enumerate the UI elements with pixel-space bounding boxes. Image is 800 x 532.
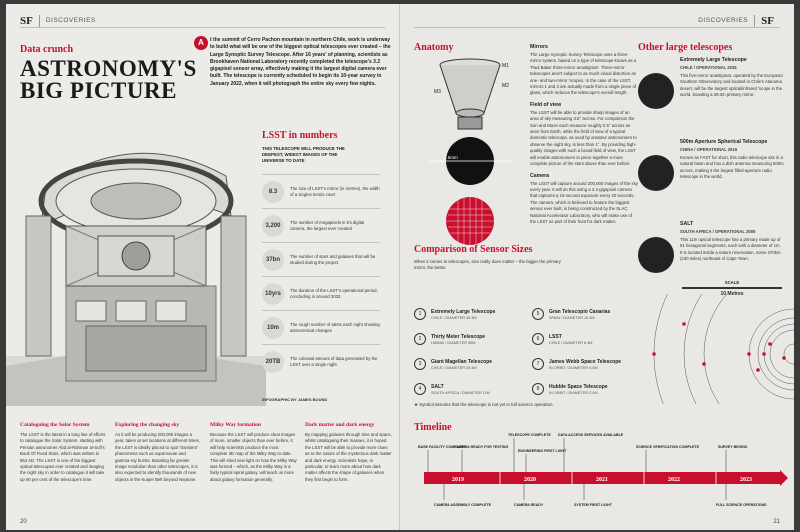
sensor-number: 4 — [414, 383, 426, 395]
year-label: 2020 — [524, 477, 536, 483]
year-label: 2023 — [740, 477, 752, 483]
column-heading: Milky Way formation — [210, 422, 261, 428]
sensor-number: 2 — [414, 333, 426, 345]
anatomy-text — [530, 44, 638, 225]
map-icon — [638, 155, 674, 191]
page-number: 20 — [20, 519, 27, 525]
magazine-spread — [6, 4, 794, 530]
sensor-sub: CHILE / DIAMETER 25.4M — [431, 365, 477, 370]
telescope-location: CHINA / OPERATIONAL 2016 — [680, 147, 738, 152]
scale-line — [682, 287, 782, 289]
stat-text: The size of LSST's mirror (in metres), the width of a singles tennis court — [290, 185, 380, 197]
section-label: DISCOVERIES — [698, 17, 749, 24]
magazine-logo: SF — [20, 15, 40, 27]
timeline-heading: Timeline — [414, 422, 452, 433]
stat-item — [262, 344, 380, 378]
stat-text: The number of megapixels in it's digital camera, the largest ever created — [290, 219, 365, 231]
sensor-sub: SOUTH AFRICA / DIAMETER 11M — [431, 390, 490, 395]
scale-label: SCALE — [724, 280, 740, 285]
mirror-label-m2: M2 — [502, 83, 509, 89]
stat-value: 8.3 — [262, 181, 284, 203]
telescope-location: CHILE / OPERATIONAL 2025 — [680, 65, 737, 70]
stat-item — [262, 310, 380, 344]
infographic-credit: INFOGRAPHIC BY JAMES BOUND — [262, 397, 328, 402]
sensor-item — [532, 329, 646, 349]
telescope-name: Extremely Large Telescope — [680, 57, 747, 63]
event-label: SYSTEM FIRST LIGHT — [574, 503, 612, 507]
event-label: TELESCOPE COMPLETE — [508, 433, 551, 437]
anatomy-heading: Anatomy — [414, 42, 454, 53]
left-page — [6, 4, 400, 530]
stat-value: 10m — [262, 317, 284, 339]
comparison-subtext: When it comes to telescopes, size really does matter – the bigger the primary mirror, the better. — [414, 259, 561, 271]
sensor-number: 1 — [414, 308, 426, 320]
event-label: CAMERA READY FOR TESTING — [454, 445, 509, 449]
stat-value: 10yrs — [262, 283, 284, 305]
article-column — [210, 422, 297, 483]
sensor-size-circles — [650, 294, 794, 404]
telescope-illustration — [6, 116, 266, 406]
stat-item — [262, 208, 380, 242]
sensor-number: 6 — [532, 333, 544, 345]
sensor-sub: IN ORBIT / DIAMETER 6.5M — [549, 365, 598, 370]
numbers-heading: LSST in numbers — [262, 130, 338, 141]
anatomy-panel — [414, 42, 526, 272]
event-label: FULL SCIENCE OPERATIONS — [716, 503, 767, 507]
sensor-list — [414, 304, 646, 399]
comparison-heading: Comparison of Sensor Sizes — [414, 244, 533, 255]
field-size-label: 3.5mm — [444, 155, 458, 160]
telescope-text: Known as FAST for short, this radio telescope sits in a natural basin and has a dish antenna measuring 500m across, making it the largest filled-aperture radio telescope in the world. — [680, 155, 784, 180]
sensor-name: James Webb Space Telescope — [549, 358, 622, 365]
intro-text: t the summit of Cerro Pachon mountain in northern Chile, work is underway to build what will be one of the biggest optical telescopes ever created – the Large Synoptic Survey Telescope. After 16 years' of planning, scientists as Brookhaven National Laboratory recently completed the telescope's 3.2 gigapixel sensor array, effectively making it the largest digital camera ever built. The telescope is currently scheduled to begin its 10-year survey in January 2022, when it will photograph the entire sky every few nights. — [210, 37, 391, 87]
stat-value: 37bn — [262, 249, 284, 271]
sensor-item — [532, 304, 646, 324]
event-label: SURVEY BEGINS — [718, 445, 748, 449]
telescope-name: SALT — [680, 221, 694, 227]
telescope-text: This 11m optical telescope has a primary made up of 91 hexagonal segments, each with a diameter of 1m. It is located inside a nature reservation, some 370km (230 miles) northeast of Cape Town. — [680, 237, 781, 262]
article-columns — [20, 422, 392, 483]
stat-item — [262, 276, 380, 310]
stat-value: 3,200 — [262, 215, 284, 237]
column-text: By mapping galaxies through time and space, whilst cataloguing their masses, it is hoped the LSST will be able to provide more clues as to the nature of the mysterious dark matter and dark energy. Scientists hope, in particular, to learn more about how dark matter affects the shape of galaxies when they first begin to form. — [305, 432, 392, 482]
sensor-name: Thirty Meter Telescope — [431, 333, 486, 340]
article-column — [305, 422, 392, 483]
sensor-name: SALT — [431, 383, 444, 390]
map-icon — [638, 73, 674, 109]
telescope-name: 500m Aperture Spherical Telescope — [680, 139, 768, 145]
sensor-number: 7 — [532, 358, 544, 370]
page-number: 21 — [773, 519, 780, 525]
stats-list — [262, 174, 380, 378]
sensor-number: 5 — [532, 308, 544, 320]
magazine-logo: SF — [754, 15, 780, 27]
sensor-item — [414, 379, 528, 399]
sensor-name: Hubble Space Telescope — [549, 383, 608, 390]
column-heading: Dark matter and dark energy — [305, 422, 375, 428]
stat-value: 20TB — [262, 351, 284, 373]
sensor-sub: CHILE / DIAMETER 8.4M — [549, 340, 593, 345]
other-telescopes-heading: Other large telescopes — [638, 42, 733, 53]
numbers-subheading: THIS TELESCOPE WILL PRODUCE THE DEEPEST, WIDEST IMAGES OF THE UNIVERSE TO DATE — [262, 146, 345, 163]
column-text: The LSST is the latest in a long line of efforts to catalogue the Solar System, starting with Persian astronomer Abd al-Rahman al-Sufi's Book Of Fixed Stars, which was written in 964 AD. The LSST is one of the biggest optical telescopes ever created and imaging the night sky in order to catalogue it will take up 90 per cent of the telescope's time. — [20, 432, 106, 482]
year-label: 2022 — [668, 477, 680, 483]
mirror-label-m3: M3 — [434, 89, 441, 95]
mirrors-text: The Large Synoptic Survey Telescope uses a three-mirror system, based on a type of telescope known as a 'Paul Baker three-mirror anastigmat'. Three-mirror telescopes aren't subject to as much visual distortion as one- and two-mirror 'scopes. In the case of the LSST, mirrors 1 and 3 are actually made from a single piece of glass, which reduces the telescope's overall length. — [530, 52, 637, 96]
sensor-item — [414, 329, 528, 349]
kicker: Data crunch — [20, 44, 74, 55]
dropcap: A — [194, 36, 208, 50]
stat-text: The number of stars and galaxies that will be studied during the project — [290, 253, 376, 265]
stat-text: The duration of the LSST's operational period, concluding in around 2033 — [290, 287, 378, 299]
stat-item — [262, 242, 380, 276]
event-label: DATA ACCESS SERVICES AVAILABLE — [558, 433, 624, 437]
footnote: ★ Symbol denotes that the telescope is not yet in full science operation. — [414, 402, 554, 407]
sensor-sub: IN ORBIT / DIAMETER 2.4M — [549, 390, 598, 395]
telescope-entry — [638, 139, 786, 221]
article-column — [115, 422, 202, 483]
event-label: CAMERA READY — [514, 503, 544, 507]
sensor-name: Gran Telescopio Canarias — [549, 308, 611, 315]
fov-text: The LSST will be able to provide sharp images of an area of sky measuring 3.5° across. For comparison the Sun and Moon each measure roughly 0.5° across as seen from Earth, while the field of view of a typical domestic telescope, as used by amateur astronomers to observe the night sky, is less than 1°. By providing high-quality images with such a broad field of view, the LSST will enable astronomers to piece together a more complete picture of the stars above than ever before. — [530, 109, 637, 167]
scale-value: 10 Metres — [720, 291, 744, 297]
sensor-item — [532, 379, 646, 399]
article-title — [20, 56, 197, 103]
anatomy-diagrams — [414, 53, 526, 253]
telescope-text: This five-mirror anastigmat, operated by the European Southern Observatory and located in Chile's Atacama desert, will be the largest optical/infrared 'scope in the world, boasting a 39.3m primary mirror. — [680, 73, 783, 98]
mirror-label-m1: M1 — [502, 63, 509, 69]
sensor-name: Extremely Large Telescope — [431, 308, 496, 315]
fov-heading: Field of view — [530, 101, 562, 108]
sensor-name: LSST — [549, 333, 562, 340]
event-label: ENGINEERING FIRST LIGHT — [518, 449, 567, 453]
telescope-location: SOUTH AFRICA / OPERATIONAL 2005 — [680, 229, 756, 234]
article-column — [20, 422, 107, 483]
sensor-item — [414, 304, 528, 324]
sensor-sub: CHILE / DIAMETER 39.3M — [431, 315, 477, 320]
title-line-2: BIG PICTURE — [20, 78, 177, 103]
sensor-sub: HAWAII / DIAMETER 30M — [431, 340, 476, 345]
year-label: 2019 — [452, 477, 464, 483]
column-text: Because the LSST will produce clear images of more, smaller objects than ever before, it will help scientists produce the most complete 3D map of the Milky Way to date. This will shed new light on how the Milky Way was formed – which, as the Milky Way is a fairly typical spiral galaxy, will teach us more about galaxy formation generally. — [210, 432, 297, 482]
section-label: DISCOVERIES — [45, 17, 96, 24]
stat-item — [262, 174, 380, 208]
stat-text: The colossal amount of data generated by the LSST over a single night — [290, 355, 378, 367]
column-text: As it will be producing 200,000 images a year, taken at set locations at different times, the LSST is ideally placed to spot 'transient' phenomena such as supernovae and gamma-ray bursts. Boasting far greater image resolution than other telescopes, it is also expected to identify thousands of new objects in the Kuiper Belt beyond Neptune. — [115, 432, 200, 482]
camera-heading: Camera — [530, 172, 550, 179]
event-label: BASE FACILITY COMPLETE — [418, 445, 466, 449]
sensor-number: 3 — [414, 358, 426, 370]
stat-text: The rough number of alerts each night showing astronomical changes — [290, 321, 380, 333]
page-header — [20, 14, 385, 28]
sensor-item — [532, 354, 646, 374]
event-label: SCIENCE VERIFICATION COMPLETE — [636, 445, 700, 449]
page-header — [414, 14, 780, 28]
mirrors-heading: Mirrors — [530, 44, 548, 50]
sensor-name: Giant Magellan Telescope — [431, 358, 493, 365]
column-heading: Exploring the changing sky — [115, 422, 180, 428]
sensor-sub: SPAIN / DIAMETER 10.4M — [549, 315, 595, 320]
telescope-entry — [638, 57, 786, 139]
sensor-number: 8 — [532, 383, 544, 395]
event-label: CAMERA ASSEMBLY COMPLETE — [434, 503, 492, 507]
timeline — [414, 424, 788, 520]
right-page — [400, 4, 794, 530]
title-line-1: ASTRONOMY'S — [20, 56, 197, 81]
year-label: 2021 — [596, 477, 608, 483]
sensor-comparison-header — [414, 244, 704, 272]
column-heading: Cataloguing the Solar System — [20, 422, 90, 428]
sensor-item — [414, 354, 528, 374]
camera-text: The LSST will capture around 200,000 images of the sky every year. It will do this using a 3.2-gigapixel camera that captures a 15-second exposure every 20 seconds. The camera, which is believed to feature the biggest sensor ever built, is being constructed by the SLAC National Accelerator Laboratory, who will make use of the LSST as part of their hunt for dark matter. — [530, 180, 638, 224]
